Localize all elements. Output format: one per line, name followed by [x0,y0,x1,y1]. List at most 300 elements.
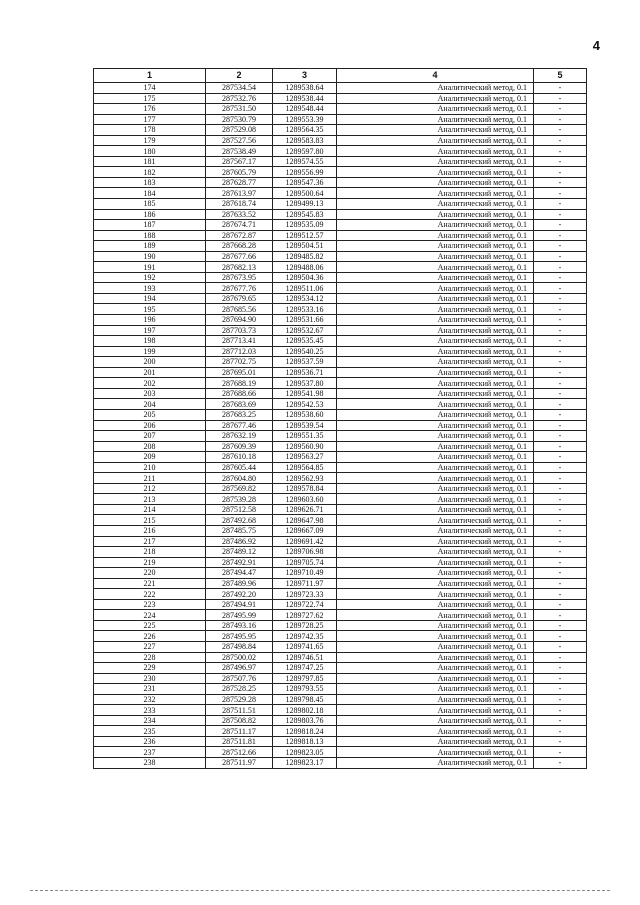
table-row [94,241,587,252]
note-cell: - [534,641,587,652]
method-cell: Аналитический метод, 0.1 [337,694,534,705]
method-cell: Аналитический метод, 0.1 [337,378,534,389]
method-cell: Аналитический метод, 0.1 [337,568,534,579]
method-cell: Аналитический метод, 0.1 [337,125,534,136]
y-coordinate-cell: 1289485.82 [273,251,337,262]
x-coordinate-cell: 287528.25 [206,684,273,695]
table-row [94,304,587,315]
y-coordinate-cell: 1289823.17 [273,758,337,769]
method-cell: Аналитический метод, 0.1 [337,641,534,652]
table-row [94,504,587,515]
table-row [94,641,587,652]
method-cell: Аналитический метод, 0.1 [337,167,534,178]
note-cell: - [534,293,587,304]
method-cell: Аналитический метод, 0.1 [337,504,534,515]
table-row [94,114,587,125]
table-row [94,399,587,410]
table-row [94,220,587,231]
note-cell: - [534,736,587,747]
point-number-cell: 226 [94,631,206,642]
method-cell: Аналитический метод, 0.1 [337,547,534,558]
point-number-cell: 193 [94,283,206,294]
point-number-cell: 211 [94,473,206,484]
x-coordinate-cell: 287605.44 [206,462,273,473]
y-coordinate-cell: 1289578.84 [273,483,337,494]
point-number-cell: 232 [94,694,206,705]
table-row [94,230,587,241]
table-row [94,705,587,716]
y-coordinate-cell: 1289802.18 [273,705,337,716]
x-coordinate-cell: 287489.12 [206,547,273,558]
x-coordinate-cell: 287532.76 [206,93,273,104]
y-coordinate-cell: 1289793.55 [273,684,337,695]
table-row [94,378,587,389]
point-number-cell: 174 [94,83,206,94]
table-row [94,283,587,294]
column-header-method: 4 [337,69,534,83]
column-header-y: 3 [273,69,337,83]
y-coordinate-cell: 1289499.13 [273,199,337,210]
note-cell: - [534,684,587,695]
x-coordinate-cell: 287609.39 [206,441,273,452]
table-row [94,156,587,167]
table-row [94,367,587,378]
y-coordinate-cell: 1289563.27 [273,452,337,463]
note-cell: - [534,388,587,399]
note-cell: - [534,167,587,178]
method-cell: Аналитический метод, 0.1 [337,304,534,315]
y-coordinate-cell: 1289551.35 [273,431,337,442]
point-number-cell: 225 [94,620,206,631]
note-cell: - [534,536,587,547]
table-row [94,125,587,136]
method-cell: Аналитический метод, 0.1 [337,589,534,600]
x-coordinate-cell: 287677.46 [206,420,273,431]
method-cell: Аналитический метод, 0.1 [337,346,534,357]
y-coordinate-cell: 1289706.98 [273,547,337,558]
point-number-cell: 195 [94,304,206,315]
note-cell: - [534,726,587,737]
y-coordinate-cell: 1289534.12 [273,293,337,304]
note-cell: - [534,652,587,663]
y-coordinate-cell: 1289574.55 [273,156,337,167]
method-cell: Аналитический метод, 0.1 [337,315,534,326]
note-cell: - [534,599,587,610]
method-cell: Аналитический метод, 0.1 [337,83,534,94]
x-coordinate-cell: 287511.97 [206,758,273,769]
table-row [94,536,587,547]
method-cell: Аналитический метод, 0.1 [337,230,534,241]
x-coordinate-cell: 287569.82 [206,483,273,494]
x-coordinate-cell: 287494.91 [206,599,273,610]
note-cell: - [534,188,587,199]
note-cell: - [534,631,587,642]
point-number-cell: 187 [94,220,206,231]
x-coordinate-cell: 287674.71 [206,220,273,231]
table-row [94,325,587,336]
table-row [94,209,587,220]
column-header-point: 1 [94,69,206,83]
note-cell: - [534,483,587,494]
table-row [94,631,587,642]
method-cell: Аналитический метод, 0.1 [337,747,534,758]
method-cell: Аналитический метод, 0.1 [337,199,534,210]
note-cell: - [534,209,587,220]
y-coordinate-cell: 1289626.71 [273,504,337,515]
x-coordinate-cell: 287685.56 [206,304,273,315]
note-cell: - [534,135,587,146]
x-coordinate-cell: 287673.95 [206,272,273,283]
method-cell: Аналитический метод, 0.1 [337,631,534,642]
point-number-cell: 189 [94,241,206,252]
point-number-cell: 235 [94,726,206,737]
x-coordinate-cell: 287534.54 [206,83,273,94]
y-coordinate-cell: 1289727.62 [273,610,337,621]
point-number-cell: 220 [94,568,206,579]
point-number-cell: 236 [94,736,206,747]
y-coordinate-cell: 1289511.06 [273,283,337,294]
table-row [94,694,587,705]
x-coordinate-cell: 287633.52 [206,209,273,220]
method-cell: Аналитический метод, 0.1 [337,557,534,568]
point-number-cell: 192 [94,272,206,283]
note-cell: - [534,156,587,167]
table-row [94,83,587,94]
x-coordinate-cell: 287485.75 [206,525,273,536]
note-cell: - [534,220,587,231]
y-coordinate-cell: 1289711.97 [273,578,337,589]
footer-divider [30,890,610,891]
x-coordinate-cell: 287494.47 [206,568,273,579]
point-number-cell: 182 [94,167,206,178]
point-number-cell: 175 [94,93,206,104]
method-cell: Аналитический метод, 0.1 [337,726,534,737]
table-row [94,663,587,674]
point-number-cell: 237 [94,747,206,758]
y-coordinate-cell: 1289823.05 [273,747,337,758]
table-row [94,473,587,484]
y-coordinate-cell: 1289797.85 [273,673,337,684]
table-row [94,104,587,115]
method-cell: Аналитический метод, 0.1 [337,241,534,252]
y-coordinate-cell: 1289536.71 [273,367,337,378]
note-cell: - [534,399,587,410]
point-number-cell: 198 [94,336,206,347]
table-row [94,315,587,326]
x-coordinate-cell: 287539.28 [206,494,273,505]
note-cell: - [534,557,587,568]
method-cell: Аналитический метод, 0.1 [337,652,534,663]
table-row [94,620,587,631]
table-body [94,83,587,769]
table-row [94,420,587,431]
x-coordinate-cell: 287492.91 [206,557,273,568]
point-number-cell: 184 [94,188,206,199]
note-cell: - [534,758,587,769]
y-coordinate-cell: 1289538.44 [273,93,337,104]
table-row [94,199,587,210]
x-coordinate-cell: 287489.96 [206,578,273,589]
method-cell: Аналитический метод, 0.1 [337,251,534,262]
note-cell: - [534,93,587,104]
method-cell: Аналитический метод, 0.1 [337,146,534,157]
table-row [94,578,587,589]
method-cell: Аналитический метод, 0.1 [337,525,534,536]
y-coordinate-cell: 1289691.42 [273,536,337,547]
point-number-cell: 216 [94,525,206,536]
method-cell: Аналитический метод, 0.1 [337,177,534,188]
note-cell: - [534,325,587,336]
note-cell: - [534,568,587,579]
note-cell: - [534,420,587,431]
note-cell: - [534,146,587,157]
point-number-cell: 200 [94,357,206,368]
x-coordinate-cell: 287688.66 [206,388,273,399]
point-number-cell: 206 [94,420,206,431]
point-number-cell: 213 [94,494,206,505]
note-cell: - [534,525,587,536]
x-coordinate-cell: 287604.80 [206,473,273,484]
note-cell: - [534,494,587,505]
method-cell: Аналитический метод, 0.1 [337,272,534,283]
x-coordinate-cell: 287605.79 [206,167,273,178]
x-coordinate-cell: 287618.74 [206,199,273,210]
y-coordinate-cell: 1289504.36 [273,272,337,283]
point-number-cell: 186 [94,209,206,220]
note-cell: - [534,346,587,357]
x-coordinate-cell: 287511.51 [206,705,273,716]
note-cell: - [534,378,587,389]
note-cell: - [534,357,587,368]
method-cell: Аналитический метод, 0.1 [337,431,534,442]
point-number-cell: 234 [94,715,206,726]
note-cell: - [534,547,587,558]
point-number-cell: 179 [94,135,206,146]
y-coordinate-cell: 1289798.45 [273,694,337,705]
point-number-cell: 204 [94,399,206,410]
point-number-cell: 214 [94,504,206,515]
note-cell: - [534,452,587,463]
y-coordinate-cell: 1289723.33 [273,589,337,600]
y-coordinate-cell: 1289597.80 [273,146,337,157]
x-coordinate-cell: 287677.66 [206,251,273,262]
y-coordinate-cell: 1289741.65 [273,641,337,652]
method-cell: Аналитический метод, 0.1 [337,515,534,526]
note-cell: - [534,431,587,442]
y-coordinate-cell: 1289564.85 [273,462,337,473]
x-coordinate-cell: 287677.76 [206,283,273,294]
note-cell: - [534,673,587,684]
note-cell: - [534,578,587,589]
method-cell: Аналитический метод, 0.1 [337,93,534,104]
y-coordinate-cell: 1289564.35 [273,125,337,136]
x-coordinate-cell: 287682.13 [206,262,273,273]
y-coordinate-cell: 1289488.06 [273,262,337,273]
y-coordinate-cell: 1289539.54 [273,420,337,431]
method-cell: Аналитический метод, 0.1 [337,578,534,589]
table-row [94,336,587,347]
table-row [94,251,587,262]
table-row [94,431,587,442]
point-number-cell: 177 [94,114,206,125]
x-coordinate-cell: 287632.19 [206,431,273,442]
point-number-cell: 212 [94,483,206,494]
point-number-cell: 229 [94,663,206,674]
point-number-cell: 209 [94,452,206,463]
method-cell: Аналитический метод, 0.1 [337,599,534,610]
method-cell: Аналитический метод, 0.1 [337,673,534,684]
table-row [94,388,587,399]
method-cell: Аналитический метод, 0.1 [337,620,534,631]
column-header-note: 5 [534,69,587,83]
method-cell: Аналитический метод, 0.1 [337,483,534,494]
x-coordinate-cell: 287529.28 [206,694,273,705]
x-coordinate-cell: 287679.65 [206,293,273,304]
method-cell: Аналитический метод, 0.1 [337,409,534,420]
method-cell: Аналитический метод, 0.1 [337,188,534,199]
table-row [94,715,587,726]
point-number-cell: 188 [94,230,206,241]
point-number-cell: 194 [94,293,206,304]
table-row [94,652,587,663]
x-coordinate-cell: 287613.97 [206,188,273,199]
point-number-cell: 207 [94,431,206,442]
note-cell: - [534,515,587,526]
x-coordinate-cell: 287486.92 [206,536,273,547]
x-coordinate-cell: 287531.50 [206,104,273,115]
point-number-cell: 233 [94,705,206,716]
x-coordinate-cell: 287683.69 [206,399,273,410]
x-coordinate-cell: 287498.84 [206,641,273,652]
method-cell: Аналитический метод, 0.1 [337,462,534,473]
page-number: 4 [592,38,600,53]
x-coordinate-cell: 287530.79 [206,114,273,125]
note-cell: - [534,336,587,347]
table-row [94,557,587,568]
y-coordinate-cell: 1289548.44 [273,104,337,115]
note-cell: - [534,462,587,473]
note-cell: - [534,114,587,125]
table-row [94,462,587,473]
method-cell: Аналитический метод, 0.1 [337,156,534,167]
note-cell: - [534,715,587,726]
y-coordinate-cell: 1289504.51 [273,241,337,252]
table-row [94,452,587,463]
x-coordinate-cell: 287538.49 [206,146,273,157]
point-number-cell: 176 [94,104,206,115]
point-number-cell: 205 [94,409,206,420]
table-row [94,293,587,304]
y-coordinate-cell: 1289538.64 [273,83,337,94]
method-cell: Аналитический метод, 0.1 [337,283,534,294]
note-cell: - [534,230,587,241]
y-coordinate-cell: 1289545.83 [273,209,337,220]
method-cell: Аналитический метод, 0.1 [337,209,534,220]
y-coordinate-cell: 1289540.25 [273,346,337,357]
x-coordinate-cell: 287511.81 [206,736,273,747]
point-number-cell: 231 [94,684,206,695]
table-row [94,599,587,610]
y-coordinate-cell: 1289547.36 [273,177,337,188]
x-coordinate-cell: 287672.87 [206,230,273,241]
point-number-cell: 201 [94,367,206,378]
x-coordinate-cell: 287500.02 [206,652,273,663]
point-number-cell: 183 [94,177,206,188]
note-cell: - [534,283,587,294]
method-cell: Аналитический метод, 0.1 [337,473,534,484]
x-coordinate-cell: 287496.97 [206,663,273,674]
method-cell: Аналитический метод, 0.1 [337,325,534,336]
table-row [94,409,587,420]
table-row [94,177,587,188]
point-number-cell: 208 [94,441,206,452]
x-coordinate-cell: 287492.68 [206,515,273,526]
table-row [94,515,587,526]
x-coordinate-cell: 287508.82 [206,715,273,726]
x-coordinate-cell: 287683.25 [206,409,273,420]
x-coordinate-cell: 287529.08 [206,125,273,136]
point-number-cell: 219 [94,557,206,568]
x-coordinate-cell: 287628.77 [206,177,273,188]
point-number-cell: 230 [94,673,206,684]
method-cell: Аналитический метод, 0.1 [337,388,534,399]
table-row [94,525,587,536]
y-coordinate-cell: 1289728.25 [273,620,337,631]
y-coordinate-cell: 1289742.35 [273,631,337,642]
table-row [94,610,587,621]
note-cell: - [534,251,587,262]
y-coordinate-cell: 1289533.16 [273,304,337,315]
method-cell: Аналитический метод, 0.1 [337,494,534,505]
method-cell: Аналитический метод, 0.1 [337,135,534,146]
table-row [94,494,587,505]
note-cell: - [534,694,587,705]
method-cell: Аналитический метод, 0.1 [337,663,534,674]
note-cell: - [534,262,587,273]
point-number-cell: 178 [94,125,206,136]
y-coordinate-cell: 1289818.13 [273,736,337,747]
x-coordinate-cell: 287492.20 [206,589,273,600]
method-cell: Аналитический метод, 0.1 [337,399,534,410]
note-cell: - [534,177,587,188]
column-header-x: 2 [206,69,273,83]
x-coordinate-cell: 287507.76 [206,673,273,684]
point-number-cell: 180 [94,146,206,157]
table-row [94,589,587,600]
note-cell: - [534,409,587,420]
method-cell: Аналитический метод, 0.1 [337,610,534,621]
note-cell: - [534,315,587,326]
y-coordinate-cell: 1289541.98 [273,388,337,399]
method-cell: Аналитический метод, 0.1 [337,441,534,452]
table-row [94,272,587,283]
y-coordinate-cell: 1289722.74 [273,599,337,610]
note-cell: - [534,104,587,115]
y-coordinate-cell: 1289512.57 [273,230,337,241]
method-cell: Аналитический метод, 0.1 [337,293,534,304]
point-number-cell: 190 [94,251,206,262]
y-coordinate-cell: 1289647.98 [273,515,337,526]
x-coordinate-cell: 287493.16 [206,620,273,631]
point-number-cell: 203 [94,388,206,399]
note-cell: - [534,199,587,210]
x-coordinate-cell: 287610.18 [206,452,273,463]
point-number-cell: 181 [94,156,206,167]
table-row [94,188,587,199]
note-cell: - [534,83,587,94]
table-row [94,135,587,146]
y-coordinate-cell: 1289803.76 [273,715,337,726]
